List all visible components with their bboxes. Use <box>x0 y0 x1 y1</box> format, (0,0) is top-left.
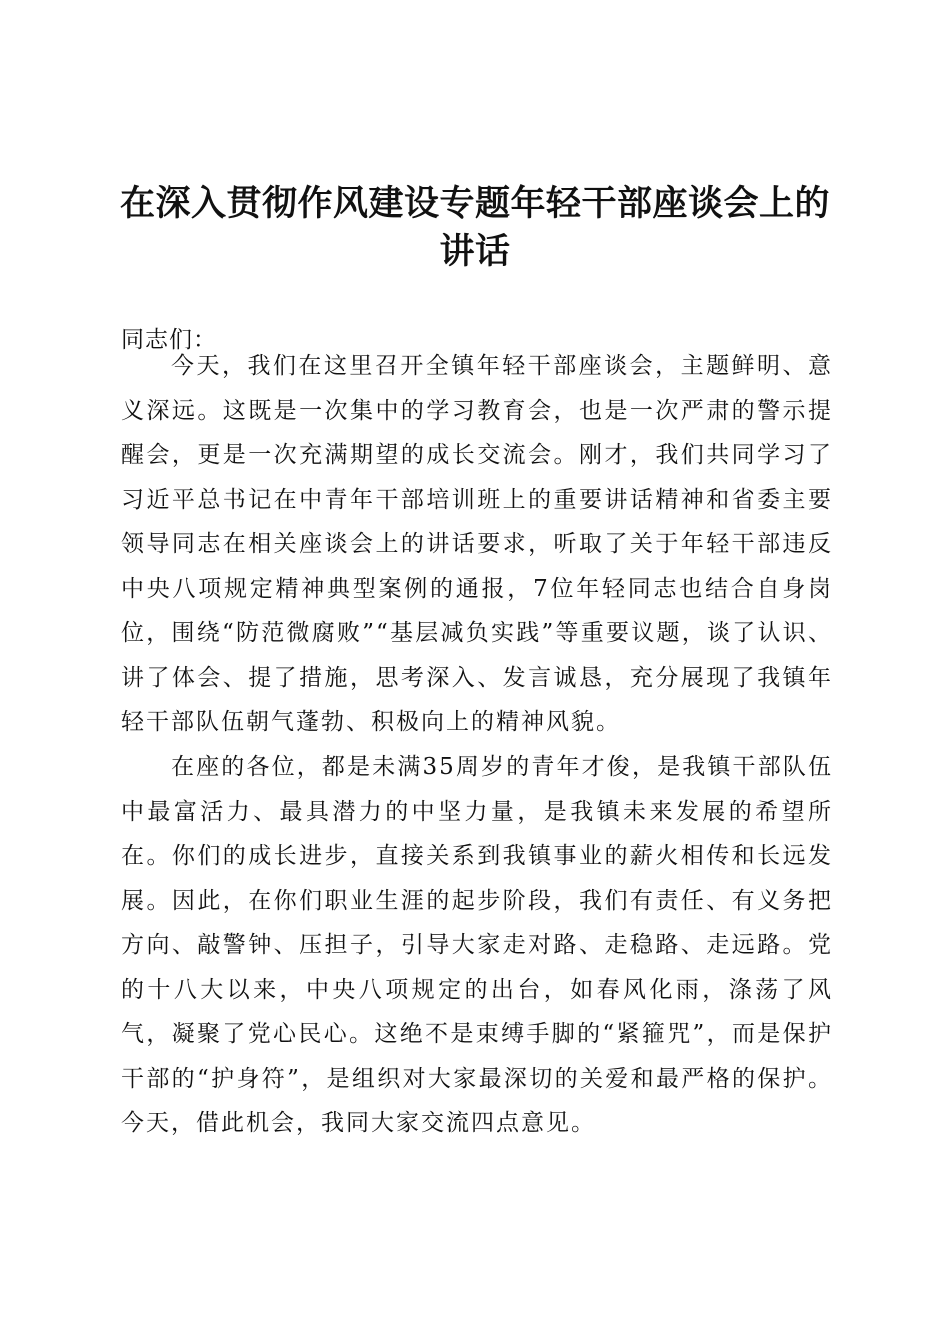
paragraph-1: 今天，我们在这里召开全镇年轻干部座谈会，主题鲜明、意义深远。这既是一次集中的学习教育会，也是一次严肃的警示提醒会，更是一次充满期望的成长交流会。刚才，我们共同学习了习近平总书记在中青年干部培训班上的重要讲话精神和省委主要领导同志在相关座谈会上的讲话要求，听取了关于年轻干部违反中央八项规定精神典型案例的通报，7位年轻同志也结合自身岗位，围绕“防范微腐败”“基层减负实践”等重要议题，谈了认识、讲了体会、提了措施，思考深入、发言诚恳，充分展现了我镇年轻干部队伍朝气蓬勃、积极向上的精神风貌。 <box>121 353 833 735</box>
document-title: 在深入贯彻作风建设专题年轻干部座谈会上的讲话 <box>119 183 830 272</box>
salutation: 同志们： <box>121 327 217 353</box>
paragraph-2: 在座的各位，都是未满35周岁的青年才俊，是我镇干部队伍中最富活力、最具潜力的中坚力量，是我镇未来发展的希望所在。你们的成长进步，直接关系到我镇事业的薪火相传和长远发展。因此，在你们职业生涯的起步阶段，我们有责任、有义务把方向、敲警钟、压担子，引导大家走对路、走稳路、走远路。党的十八大以来，中央八项规定的出台，如春风化雨，涤荡了风气，凝聚了党心民心。这绝不是束缚手脚的“紧箍咒”，而是保护干部的“护身符”，是组织对大家最深切的关爱和最严格的保护。今天，借此机会，我同大家交流四点意见。 <box>121 754 833 1136</box>
